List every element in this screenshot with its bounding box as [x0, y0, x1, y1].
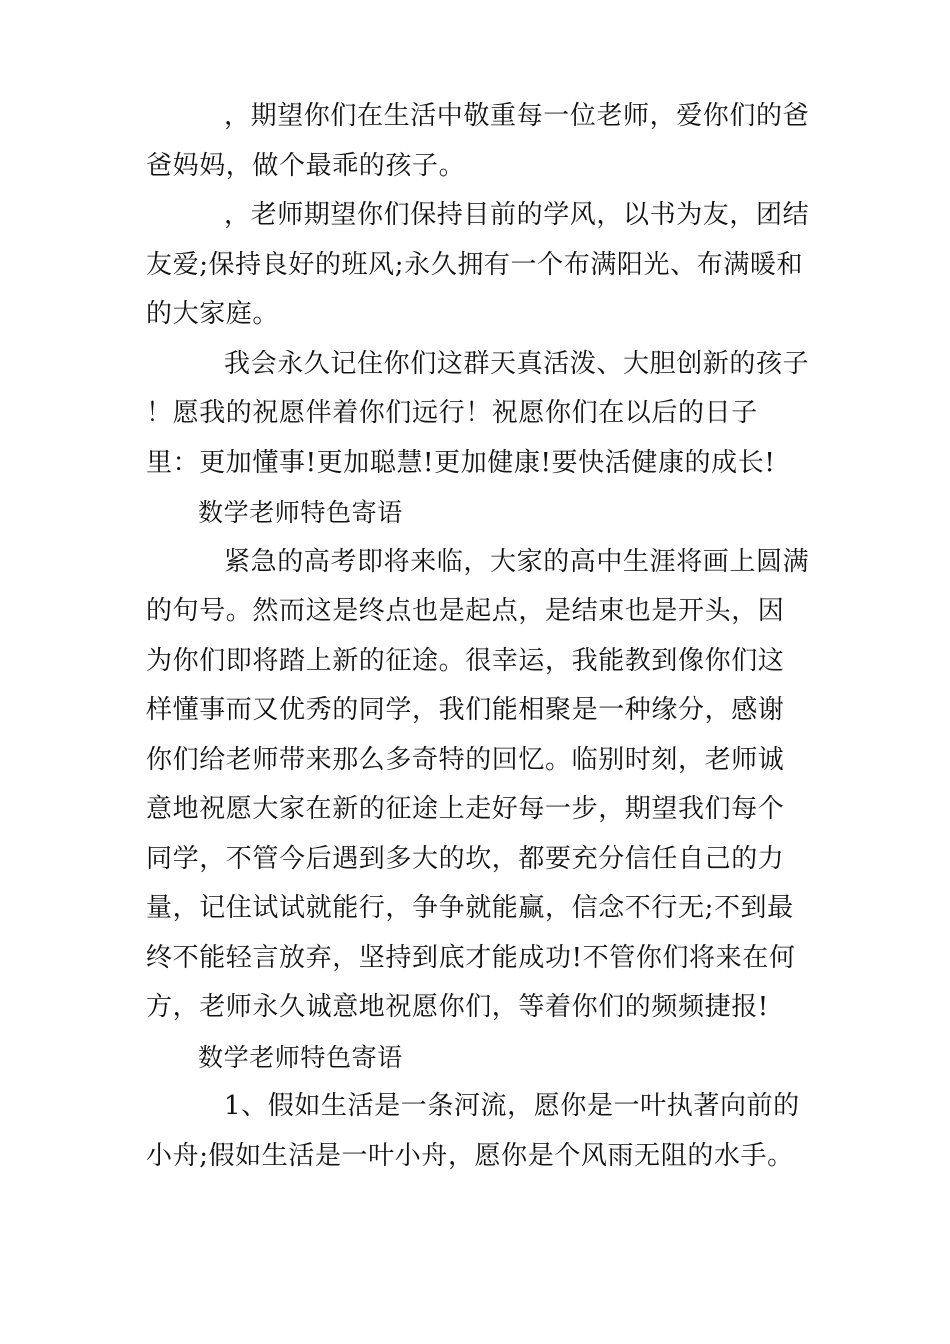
paragraph: 我会永久记住你们这群天真活泼、大胆创新的孩子 ！愿我的祝愿伴着你们远行！祝愿你们在以后的日子里：更加懂事!更加聪慧!更加健康!要快活健康的成长!: [146, 348, 810, 478]
paragraph: ，老师期望你们保持目前的学风，以书为友，团结友爱;保持良好的班风;永久拥有一个布满阳光、布满暖和的大家庭。: [146, 200, 810, 329]
paragraph: 1、假如生活是一条河流，愿你是一叶执著向前的小舟;假如生活是一叶小舟，愿你是个风雨无阻的水手。: [146, 1091, 800, 1171]
document-body: [146, 92, 810, 1181]
paragraph: 紧急的高考即将来临，大家的高中生涯将画上圆满的句号。然而这是终点也是起点，是结束也是开头，因为你们即将踏上新的征途。很幸运，我能教到像你们这样懂事而又优秀的同学，我们能相聚是一种缘分，感谢你们给老师带来那么多奇特的回忆。临别时刻，老师诚意地祝愿大家在新的征途上走好每一步，期望我们每个同学，不管今后遇到多大的坎，都要充分信任自己的力量，记住试试就能行，争争就能赢，信念不行无;不到最终不能轻言放弃，坚持到底才能成功!不管你们将来在何方，老师永久诚意地祝愿你们，等着你们的频频捷报!: [146, 546, 810, 1022]
section-heading: 数学老师特色寄语: [198, 498, 403, 527]
section-heading: 数学老师特色寄语: [198, 1042, 403, 1072]
paragraph: ，期望你们在生活中敬重每一位老师，爱你们的爸爸妈妈，做个最乖的孩子。: [146, 101, 810, 181]
